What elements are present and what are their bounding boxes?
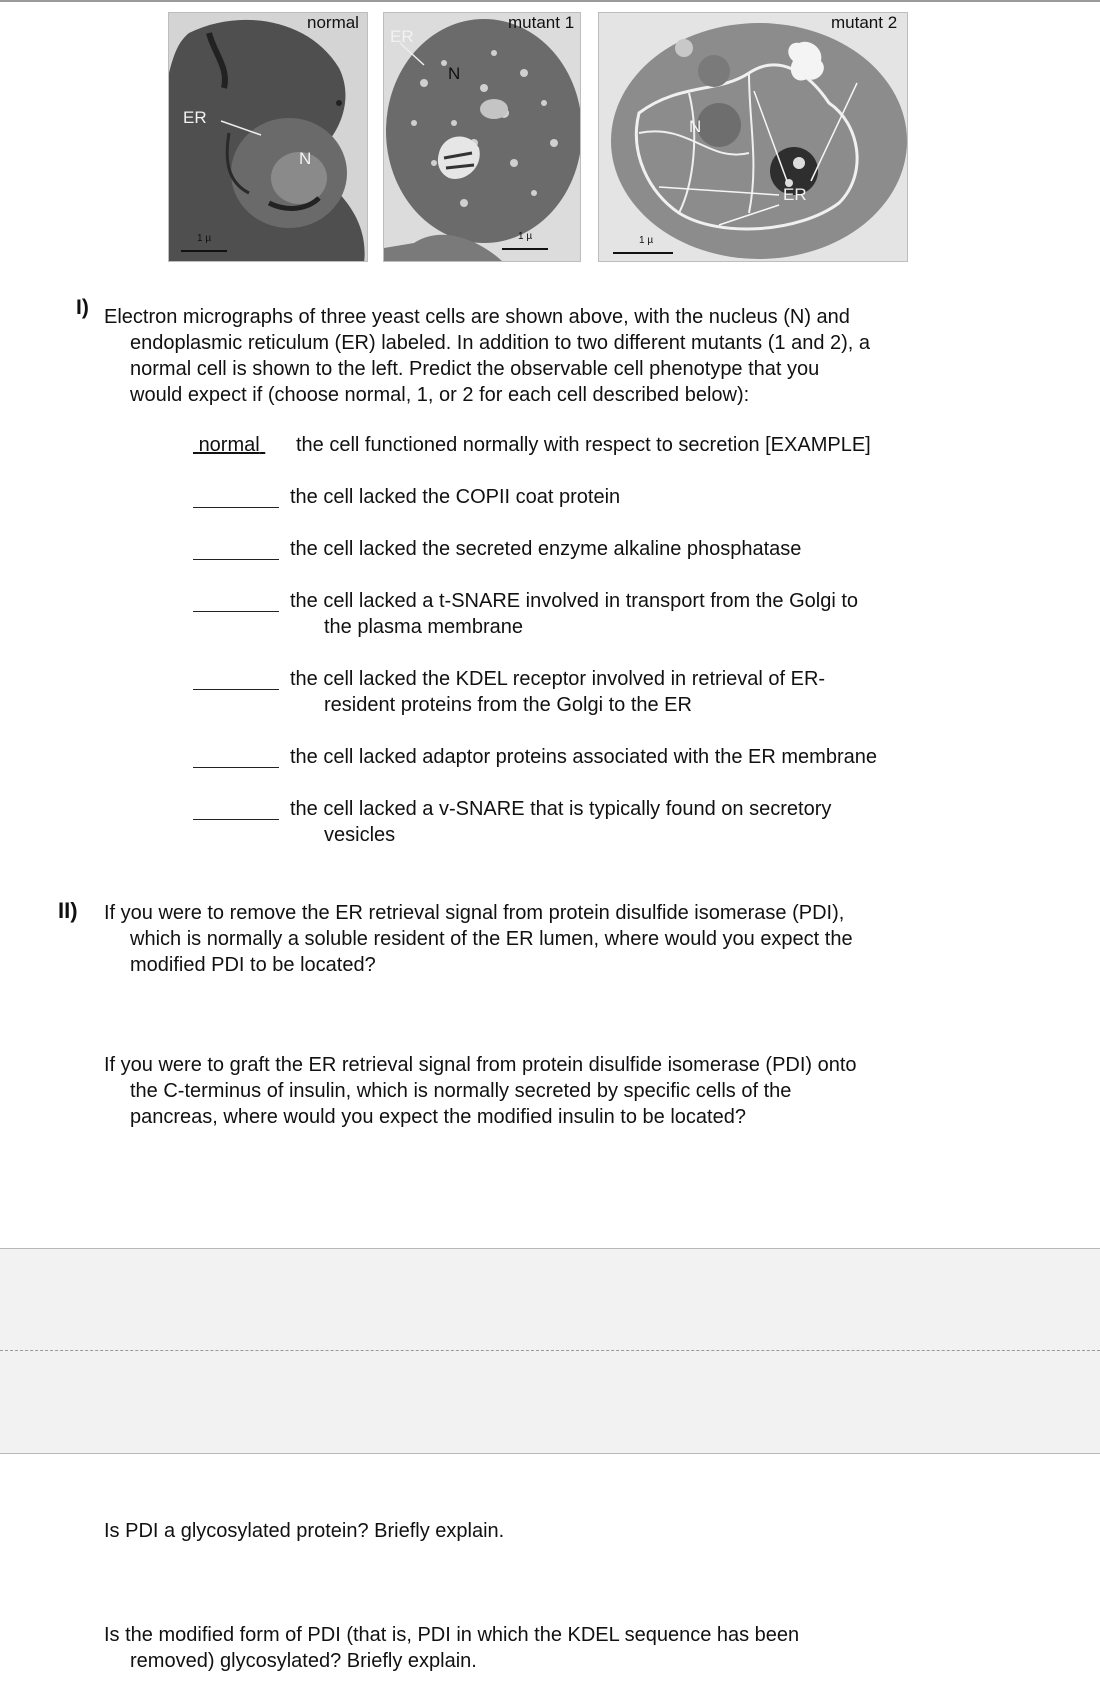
part-2-question-3 (104, 1518, 1064, 1544)
part-1-number: I) (76, 296, 89, 319)
item-line: the cell lacked the COPII coat protein (290, 486, 621, 508)
panel-label-er: ER (390, 27, 414, 46)
question-line: the C-terminus of insulin, which is normally secreted by specific cells of the (130, 1080, 792, 1102)
part-2-number: II) (58, 898, 78, 923)
part-2-question-1 (104, 900, 1064, 978)
item-line: vesicles (324, 824, 396, 846)
item-text (290, 744, 877, 770)
prompt-line: Electron micrographs of three yeast cells are shown above, with the nucleus (N) and (104, 306, 850, 328)
item-text (290, 484, 620, 510)
panel-title-mutant-2: mutant 2 (831, 13, 898, 32)
panel-scale: 1 µ (518, 231, 533, 242)
question-line: which is normally a soluble resident of the ER lumen, where would you expect the (130, 928, 853, 950)
item-line: the cell lacked the secreted enzyme alkaline phosphatase (290, 538, 802, 560)
panel-scale: 1 µ (197, 233, 212, 244)
item-line: the plasma membrane (324, 616, 523, 638)
answer-blank[interactable] (193, 610, 279, 612)
item-text (290, 796, 831, 848)
panel-title-mutant-1: mutant 1 (508, 13, 575, 32)
item-text (290, 666, 825, 718)
panel-scale: 1 µ (639, 235, 654, 246)
question-line: If you were to graft the ER retrieval signal from protein disulfide isomerase (PDI) onto (104, 1054, 857, 1076)
question-line: If you were to remove the ER retrieval signal from protein disulfide isomerase (PDI), (104, 902, 845, 924)
question-line: removed) glycosylated? Briefly explain. (130, 1650, 477, 1672)
item-text (290, 536, 801, 562)
question-line: Is the modified form of PDI (that is, PDI in which the KDEL sequence has been (104, 1624, 800, 1646)
micrograph-mutant-2 (598, 12, 908, 262)
answer-blank[interactable] (193, 558, 279, 560)
question-line: modified PDI to be located? (130, 954, 376, 976)
answer-area-divider (0, 1350, 1100, 1351)
question-line: pancreas, where would you expect the modified insulin to be located? (130, 1106, 746, 1128)
example-answer-text: normal (198, 434, 260, 456)
micrograph-mutant-1 (383, 12, 581, 262)
prompt-line: normal cell is shown to the left. Predict the observable cell phenotype that you (130, 358, 820, 380)
example-answer (193, 432, 265, 458)
example-text: the cell functioned normally with respect to secretion [EXAMPLE] (296, 434, 871, 456)
answer-blank[interactable] (193, 818, 279, 820)
answer-blank[interactable] (193, 766, 279, 768)
micrograph-normal-image (169, 13, 368, 262)
prompt-line: endoplasmic reticulum (ER) labeled. In addition to two different mutants (1 and 2), a (130, 332, 871, 354)
item-line: the cell lacked adaptor proteins associated with the ER membrane (290, 746, 877, 768)
micrograph-mutant-2-image (599, 13, 908, 262)
item-text (290, 588, 858, 640)
answer-blank[interactable] (193, 506, 279, 508)
answer-area[interactable] (0, 1248, 1100, 1454)
panel-label-er: ER (183, 108, 207, 127)
prompt-line: would expect if (choose normal, 1, or 2 for each cell described below): (130, 384, 750, 406)
part-2-question-4 (104, 1622, 1064, 1674)
panel-label-n: N (689, 117, 702, 136)
panel-title-normal: normal (307, 13, 359, 32)
question-line: Is PDI a glycosylated protein? Briefly explain. (104, 1520, 505, 1542)
top-rule (0, 0, 1100, 2)
answer-blank[interactable] (193, 688, 279, 690)
micrograph-normal (168, 12, 368, 262)
panel-label-n: N (299, 149, 312, 168)
panel-label-er: ER (783, 185, 807, 204)
panel-label-n: N (448, 64, 461, 83)
item-line: the cell lacked the KDEL receptor involved in retrieval of ER- (290, 668, 826, 690)
part-2-question-2 (104, 1052, 1064, 1130)
part-1-prompt (104, 304, 1064, 408)
micrograph-mutant-1-image (384, 13, 581, 262)
item-line: resident proteins from the Golgi to the ER (324, 694, 692, 716)
item-line: the cell lacked a v-SNARE that is typically found on secretory (290, 798, 832, 820)
item-line: the cell lacked a t-SNARE involved in transport from the Golgi to (290, 590, 859, 612)
